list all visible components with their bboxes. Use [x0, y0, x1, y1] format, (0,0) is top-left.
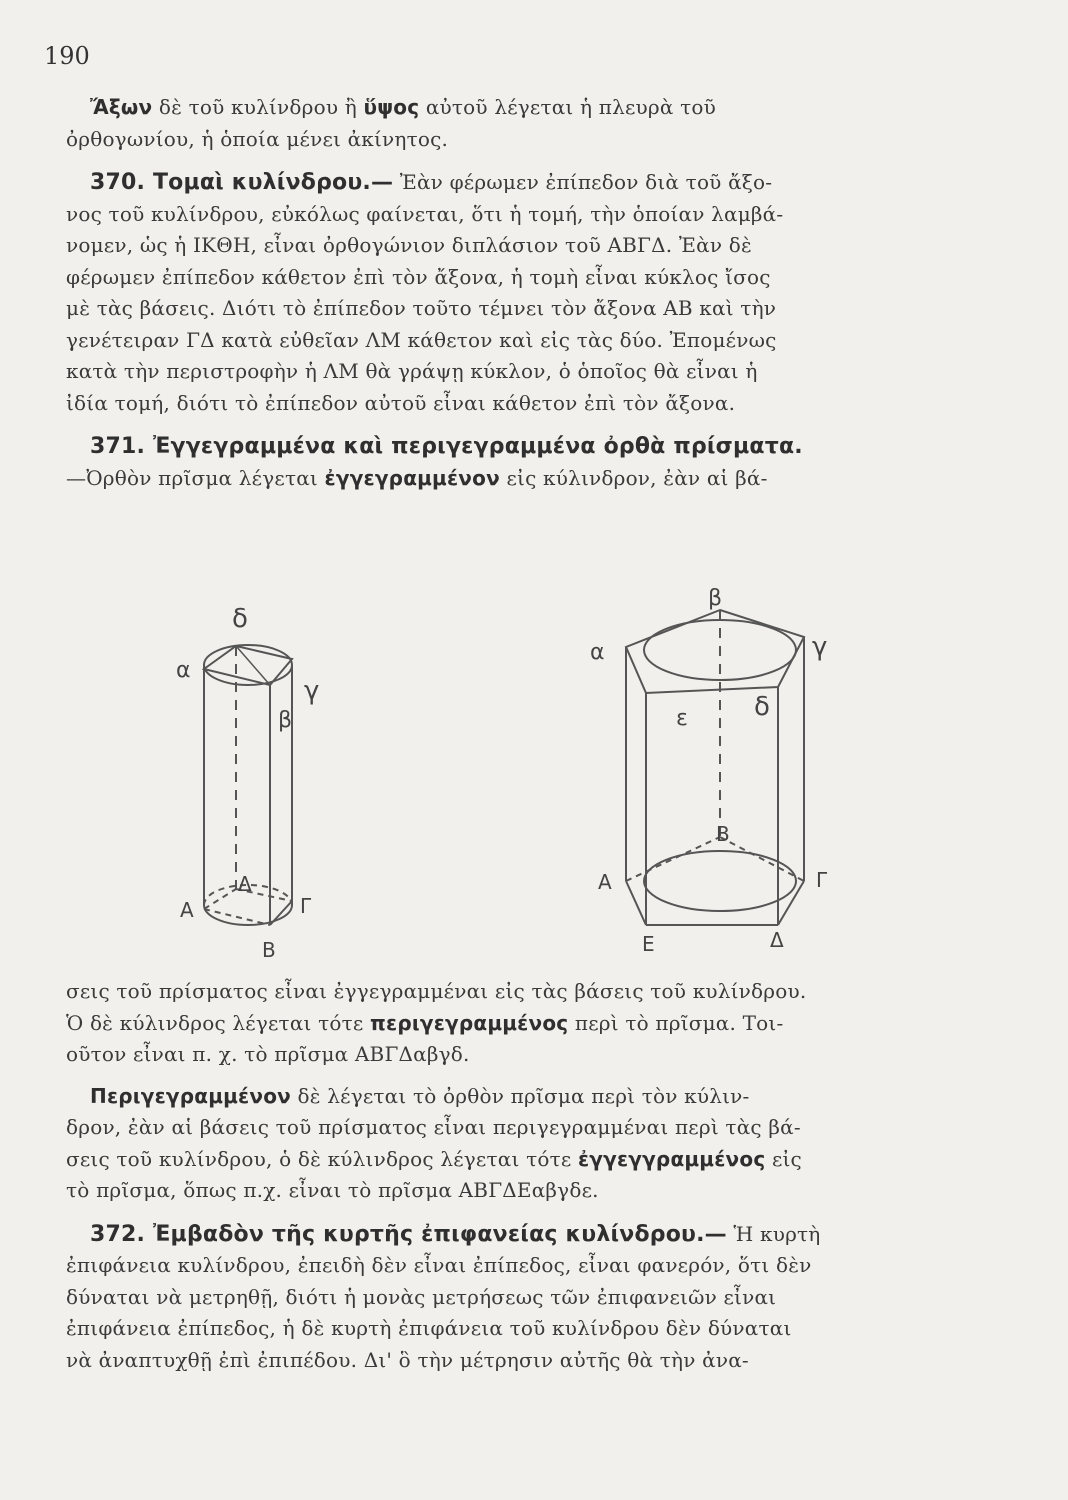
- s371-p2-line-3: [66, 1144, 960, 1176]
- s370-line-5: μὲ τὰς βάσεις. Διότι τὸ ἐπίπεδον τοῦτο τέμνει τὸν ἄξονα ΑΒ καὶ τὴν: [66, 296, 777, 320]
- label-beta-small: β: [278, 708, 293, 733]
- s372-line-3: δύναται νὰ μετρηθῇ, διότι ἡ μονὰς μετρήσεως τῶν ἐπιφανειῶν εἶναι: [66, 1284, 777, 1309]
- s372-line-2: ἐπιφάνεια κυλίνδρου, ἐπειδὴ δὲν εἶναι ἐπίπεδος, εἶναι φανερόν, ὅτι δὲν: [66, 1253, 812, 1277]
- label-gamma-small-r: γ: [812, 632, 828, 662]
- term-height: ὕψος: [363, 95, 420, 119]
- label-alpha-capital: Α: [180, 898, 194, 922]
- term-circumscribed: περιγεγραμμένος: [370, 1010, 569, 1035]
- label-epsilon-capital-r: Ε: [642, 932, 655, 956]
- label-beta-capital: Β: [262, 938, 276, 962]
- s372-heading: 372. Ἐμβαδὸν τῆς κυρτῆς ἐπιφανείας κυλίνδρου.—: [90, 1221, 727, 1247]
- intro-line-2: ὀρθογωνίου, ἡ ὁποία μένει ἀκίνητος.: [66, 126, 449, 151]
- s371-text-a: —Ὀρθὸν πρῖσμα λέγεται: [66, 465, 318, 490]
- s370-line-6: γενέτειραν ΓΔ κατὰ εὐθεῖαν ΛΜ κάθετον καὶ εἰς τὰς δύο. Ἐπομένως: [66, 327, 777, 352]
- s371-heading: 371. Ἐγγεγραμμένα καὶ περιγεγραμμένα ὀρθὰ πρίσματα.: [90, 434, 803, 459]
- s371-line-3: [66, 1008, 960, 1040]
- intro-line-1: [66, 92, 960, 124]
- term-inscribed: ἐγγεγραμμένον: [324, 465, 500, 490]
- s371-p2-text-3a: σεις τοῦ κυλίνδρου, ὁ δὲ κύλινδρος λέγεται τότε: [66, 1146, 572, 1171]
- label-alpha-small: α: [176, 658, 191, 683]
- s372-line-4: ἐπιφάνεια ἐπίπεδος, ἡ δὲ κυρτὴ ἐπιφάνεια τοῦ κυλίνδρου δὲν δύναται: [66, 1316, 792, 1340]
- s370-heading: 370. Τομαὶ κυλίνδρου.—: [90, 170, 394, 195]
- label-beta-small-r: β: [708, 586, 723, 611]
- label-epsilon-small-r: ε: [676, 706, 688, 731]
- s371-p2-text-3b: εἰς: [771, 1146, 802, 1171]
- s372-line-5: νὰ ἀναπτυχθῇ ἐπὶ ἐπιπέδου. Δι' ὃ τὴν μέτρησιν αὐτῆς θὰ τὴν ἀνα-: [66, 1347, 749, 1372]
- s370-line-2: νος τοῦ κυλίνδρου, εὐκόλως φαίνεται, ὅτι ἡ τομή, τὴν ὁποίαν λαμβά-: [66, 201, 784, 226]
- s370-line-1: [66, 167, 960, 199]
- s370-line-8: ἰδία τομή, διότι τὸ ἐπίπεδον αὐτοῦ εἶναι κάθετον ἐπὶ τὸν ἄξονα.: [66, 390, 736, 415]
- s371-line-4: οῦτον εἶναι π. χ. τὸ πρῖσμα ΑΒΓΔαβγδ.: [66, 1042, 470, 1066]
- text-block-bottom: [66, 976, 960, 1376]
- page-number: 190: [44, 42, 90, 70]
- intro-text-a: δὲ τοῦ κυλίνδρου ἢ: [158, 95, 357, 119]
- label-gamma-capital: Γ: [300, 894, 312, 918]
- s371-p2-text-1: δὲ λέγεται τὸ ὀρθὸν πρῖσμα περὶ τὸν κύλιν-: [297, 1083, 750, 1108]
- label-alpha-small-r: α: [590, 640, 605, 665]
- label-delta-capital-r: Δ: [770, 928, 784, 952]
- s371-heading-line: [66, 431, 960, 463]
- s371-text-d: περὶ τὸ πρῖσμα. Τοι-: [574, 1010, 784, 1035]
- s371-text-c: Ὁ δὲ κύλινδρος λέγεται τότε: [66, 1010, 364, 1035]
- text-block-top: [66, 92, 960, 494]
- label-gamma-capital-r: Γ: [816, 868, 828, 892]
- s371-line-2: σεις τοῦ πρίσματος εἶναι ἐγγεγραμμέναι εἰς τὰς βάσεις τοῦ κυλίνδρου.: [66, 979, 807, 1003]
- s371-p2-line-1: [66, 1081, 960, 1113]
- label-gamma-small: γ: [304, 676, 320, 706]
- label-beta-capital-r: Β: [716, 822, 730, 846]
- s370-line-7: κατὰ τὴν περιστροφὴν ἡ ΛΜ θὰ γράψῃ κύκλον, ὁ ὁποῖος θὰ εἶναι ἡ: [66, 359, 758, 383]
- s371-p2-line-4: τὸ πρῖσμα, ὅπως π.χ. εἶναι τὸ πρῖσμα ΑΒΓΔΕαβγδε.: [66, 1178, 599, 1202]
- term-axis: Ἄξων: [90, 95, 153, 119]
- s370-line-3: νομεν, ὡς ἡ ΙΚΘΗ, εἶναι ὀρθογώνιον διπλάσιον τοῦ ΑΒΓΔ. Ἐὰν δὲ: [66, 233, 752, 257]
- s371-text-b: εἰς κύλινδρον, ἐὰν αἱ βά-: [506, 465, 768, 490]
- s371-p2-line-2: δρον, ἐὰν αἱ βάσεις τοῦ πρίσματος εἶναι περιγεγραμμέναι περὶ τὰς βά-: [66, 1115, 801, 1139]
- s371-line-1: [66, 463, 960, 495]
- s372-text-0: Ἡ κυρτὴ: [733, 1221, 821, 1246]
- term-circumscribed-prism: Περιγεγραμμένον: [90, 1083, 291, 1108]
- intro-text-b: αὐτοῦ λέγεται ἡ πλευρὰ τοῦ: [425, 95, 716, 119]
- label-delta-small: δ: [232, 604, 248, 634]
- label-delta-small-r: δ: [754, 692, 770, 722]
- s370-line-4: φέρωμεν ἐπίπεδον κάθετον ἐπὶ τὸν ἄξονα, ἡ τομὴ εἶναι κύκλος ἴσος: [66, 264, 771, 289]
- label-alpha-capital-r: Α: [598, 870, 612, 894]
- s370-text-0: Ἐὰν φέρωμεν ἐπίπεδον διὰ τοῦ ἄξο-: [399, 170, 773, 194]
- figure-inscribed-prism: [170, 595, 390, 985]
- s372-line-1: [66, 1219, 960, 1251]
- figure-circumscribed-prism: [580, 575, 860, 965]
- term-inscribed-cylinder: ἐγγεγγραμμένος: [577, 1146, 766, 1171]
- label-delta-capital: Δ: [238, 872, 252, 896]
